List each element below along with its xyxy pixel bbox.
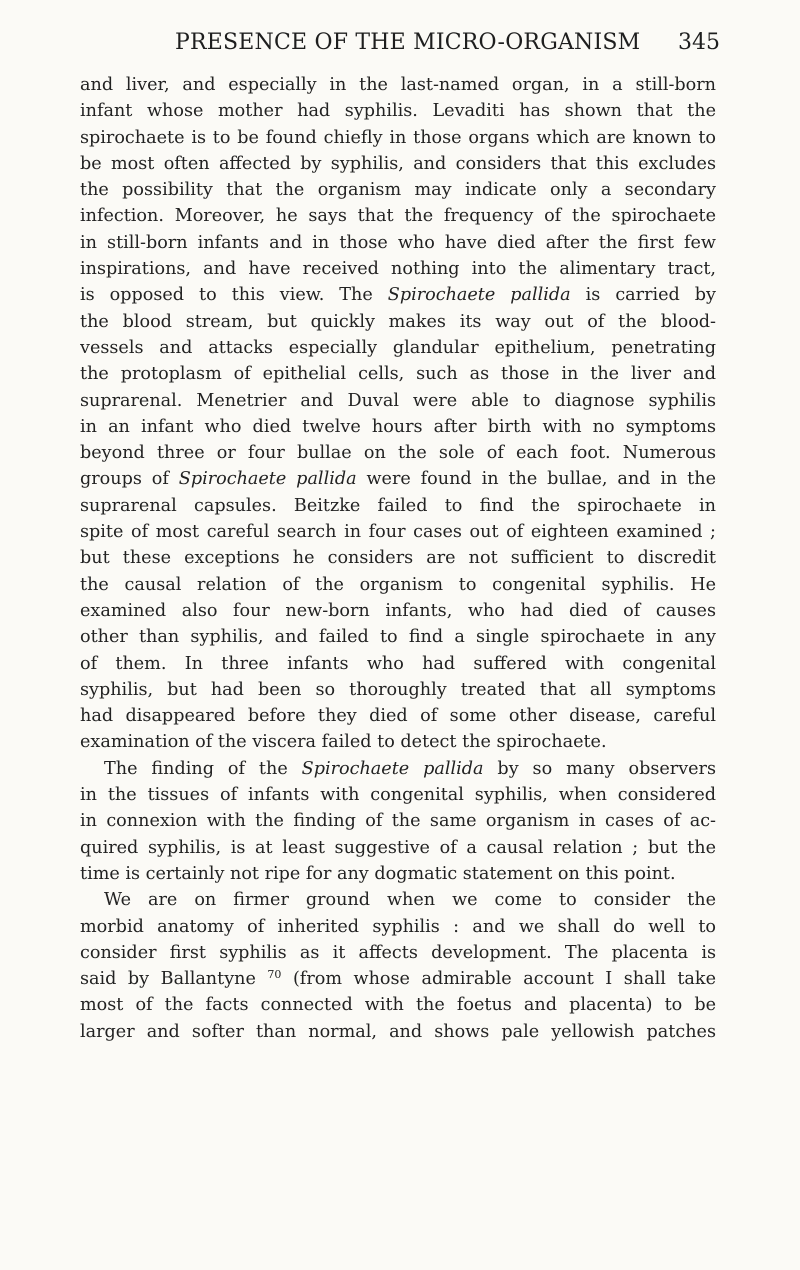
text-line: the causal relation of the organism to congenital syphilis. He <box>80 574 716 595</box>
text-line: quired syphilis, is at least suggestive of a causal relation ; but the <box>80 837 716 858</box>
text-line: examined also four new-born infants, who had died of causes <box>80 600 716 621</box>
text-line: had disappeared before they died of some other disease, careful <box>80 706 716 727</box>
text-run: is opposed to this view. The <box>80 285 388 306</box>
text-line: be most often affected by syphilis, and considers that this excludes <box>80 153 716 174</box>
text-line: infection. Moreover, he says that the frequency of the spirochaete <box>80 206 716 227</box>
text-line: in connexion with the finding of the same organism in cases of ac- <box>80 811 716 832</box>
text-line: suprarenal capsules. Beitzke failed to find the spirochaete in <box>80 495 716 516</box>
text-line: time is certainly not ripe for any dogmatic statement on this point. <box>80 863 676 884</box>
species-name: Spirochaete pallida <box>387 285 571 306</box>
text-line: in still-born infants and in those who have died after the first few <box>80 232 716 253</box>
text-line: inspirations, and have received nothing into the alimentary tract, <box>80 259 716 280</box>
text-line: spirochaete is to be found chiefly in those organs which are known to <box>80 127 716 148</box>
text-line: other than syphilis, and failed to find a single spirochaete in any <box>80 627 716 648</box>
text-run: were found in the bullae, and in the <box>356 469 716 490</box>
text-line: suprarenal. Menetrier and Duval were able to diagnose syphilis <box>80 390 716 411</box>
body-text <box>80 72 716 1045</box>
running-title: PRESENCE OF THE MICRO-ORGANISM <box>175 30 641 55</box>
species-name: Spirochaete pallida <box>301 758 484 779</box>
text-line: and liver, and especially in the last-named organ, in a still-born <box>80 75 716 95</box>
text-run: said by Ballantyne <box>80 969 268 990</box>
text-line <box>80 966 716 992</box>
text-line: in an infant who died twelve hours after birth with no symptoms <box>80 416 716 437</box>
text-line: in the tissues of infants with congenital syphilis, when considered <box>80 785 716 806</box>
text-run: (from whose admirable account I shall take <box>281 969 716 990</box>
text-run: by so many observers <box>483 758 716 779</box>
text-line: larger and softer than normal, and shows pale yellowish patches <box>80 1021 716 1042</box>
text-line: beyond three or four bullae on the sole of each foot. Numerous <box>80 443 716 464</box>
species-name: Spirochaete pallida <box>178 469 357 490</box>
text-run: The finding of the <box>104 758 302 779</box>
running-head <box>80 30 720 60</box>
text-run: groups of <box>80 469 179 490</box>
text-line: most of the facts connected with the foetus and placenta) to be <box>80 995 716 1016</box>
text-line <box>80 466 716 492</box>
text-line: but these exceptions he considers are not sufficient to discredit <box>80 548 716 569</box>
text-line: of them. In three infants who had suffered with congenital <box>80 653 716 674</box>
text-line: vessels and attacks especially glandular epithelium, penetrating <box>80 337 716 358</box>
text-line <box>80 756 716 782</box>
text-line: the possibility that the organism may indicate only a secondary <box>80 180 716 201</box>
page-number: 345 <box>678 30 720 55</box>
text-line: examination of the viscera failed to detect the spirochaete. <box>80 732 607 753</box>
text-line: syphilis, but had been so thoroughly treated that all symptoms <box>80 679 716 700</box>
text-line <box>80 282 716 308</box>
text-line: We are on firmer ground when we come to consider the <box>104 890 716 911</box>
text-line: spite of most careful search in four cases out of eighteen examined ; <box>80 522 716 543</box>
text-line: morbid anatomy of inherited syphilis : and we shall do well to <box>80 916 716 937</box>
text-line: the protoplasm of epithelial cells, such as those in the liver and <box>80 364 716 385</box>
text-line: infant whose mother had syphilis. Levaditi has shown that the <box>80 101 716 122</box>
text-run: is carried by <box>570 285 716 306</box>
text-line: consider first syphilis as it affects development. The placenta is <box>80 942 716 963</box>
reference-number: 70 <box>267 968 282 982</box>
text-line: the blood stream, but quickly makes its way out of the blood- <box>80 311 716 332</box>
